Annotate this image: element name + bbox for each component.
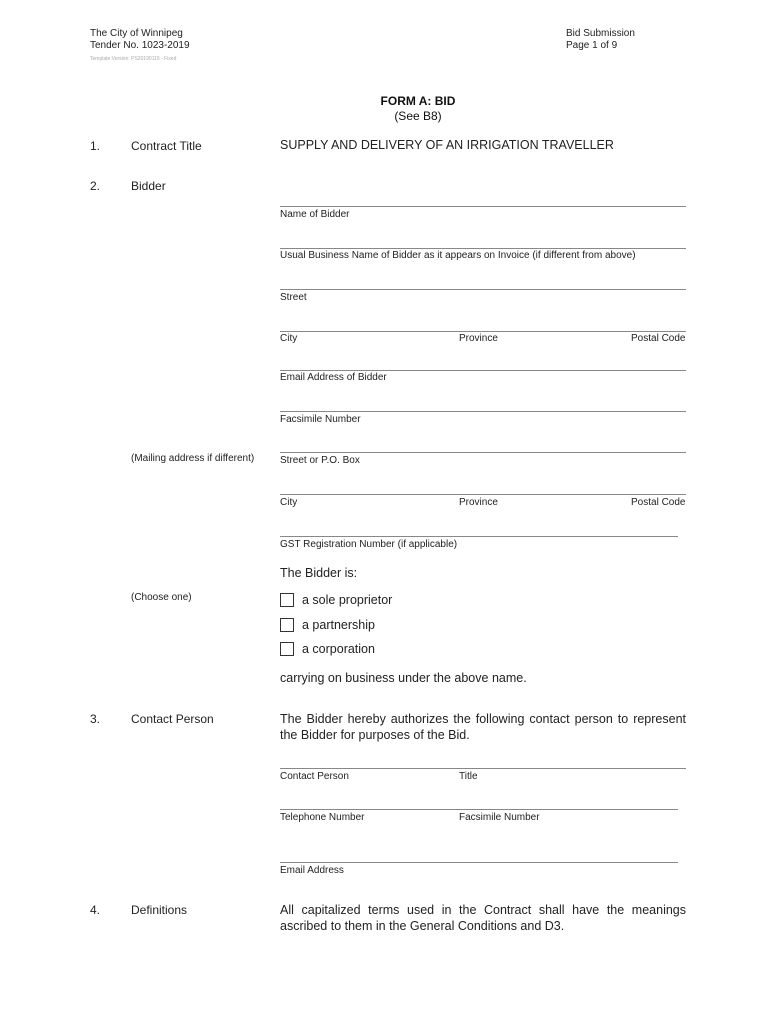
gst-caption: GST Registration Number (if applicable) (280, 539, 458, 550)
business-name-field[interactable] (280, 248, 686, 249)
partnership-label: a partnership (302, 618, 375, 632)
contact-email-field[interactable] (280, 862, 678, 863)
section-3-number: 3. (90, 712, 101, 726)
email-caption: Email Address of Bidder (280, 372, 387, 383)
mailing-address-label: (Mailing address if different) (131, 453, 255, 464)
telephone-caption: Telephone Number (280, 812, 365, 823)
definitions-text: All capitalized terms used in the Contract shall have the meanings ascribed to them in the General Conditions and D3. (280, 903, 686, 933)
section-4-number: 4. (90, 903, 101, 917)
province-caption: Province (459, 333, 498, 344)
city-caption: City (280, 333, 298, 344)
email-field[interactable] (280, 370, 686, 371)
po-box-caption: Street or P.O. Box (280, 455, 360, 466)
header-page-number: Page 1 of 9 (566, 40, 618, 51)
section-1-number: 1. (90, 139, 101, 153)
partnership-checkbox[interactable] (280, 618, 294, 632)
mailing-city-province-postal-field[interactable] (280, 494, 686, 495)
header-tender-number: Tender No. 1023-2019 (90, 40, 190, 51)
bidder-is-label: The Bidder is: (280, 566, 358, 580)
form-title: FORM A: BID (380, 94, 456, 108)
contract-title-value: SUPPLY AND DELIVERY OF AN IRRIGATION TRAVELLER (280, 138, 614, 152)
corporation-label: a corporation (302, 642, 375, 656)
po-box-field[interactable] (280, 452, 686, 453)
bidder-name-caption: Name of Bidder (280, 209, 350, 220)
contact-fax-caption: Facsimile Number (459, 812, 540, 823)
contact-title-caption: Title (459, 771, 478, 782)
street-caption: Street (280, 292, 307, 303)
street-field[interactable] (280, 289, 686, 290)
section-2-number: 2. (90, 179, 101, 193)
telephone-fax-field[interactable] (280, 809, 678, 810)
choose-one-label: (Choose one) (131, 592, 192, 603)
form-subtitle: (See B8) (394, 109, 442, 123)
section-4-label: Definitions (131, 903, 188, 917)
contact-authorization-text: The Bidder hereby authorizes the following contact person to represent the Bidder for purposes of the Bid. (280, 712, 686, 742)
postal-code-caption: Postal Code (631, 333, 686, 344)
mailing-city-caption: City (280, 497, 298, 508)
header-org: The City of Winnipeg (90, 28, 183, 39)
section-3-label: Contact Person (131, 712, 214, 726)
header-doc-type: Bid Submission (566, 28, 635, 39)
city-province-postal-field[interactable] (280, 331, 686, 332)
fax-caption: Facsimile Number (280, 414, 361, 425)
bidder-name-field[interactable] (280, 206, 686, 207)
mailing-province-caption: Province (459, 497, 498, 508)
contact-email-caption: Email Address (280, 865, 344, 876)
gst-number-field[interactable] (280, 536, 678, 537)
business-name-caption: Usual Business Name of Bidder as it appears on Invoice (if different from above) (280, 250, 636, 261)
sole-proprietor-label: a sole proprietor (302, 593, 393, 607)
mailing-postal-code-caption: Postal Code (631, 497, 686, 508)
header-template-version: Template Version: PS20190115 - Fixed (90, 56, 177, 62)
corporation-checkbox[interactable] (280, 642, 294, 656)
contact-person-caption: Contact Person (280, 771, 349, 782)
sole-proprietor-checkbox[interactable] (280, 593, 294, 607)
carrying-on-business-text: carrying on business under the above name. (280, 671, 527, 685)
fax-field[interactable] (280, 411, 686, 412)
contact-person-field[interactable] (280, 768, 686, 769)
section-2-label: Bidder (131, 179, 166, 193)
section-1-label: Contract Title (131, 139, 202, 153)
